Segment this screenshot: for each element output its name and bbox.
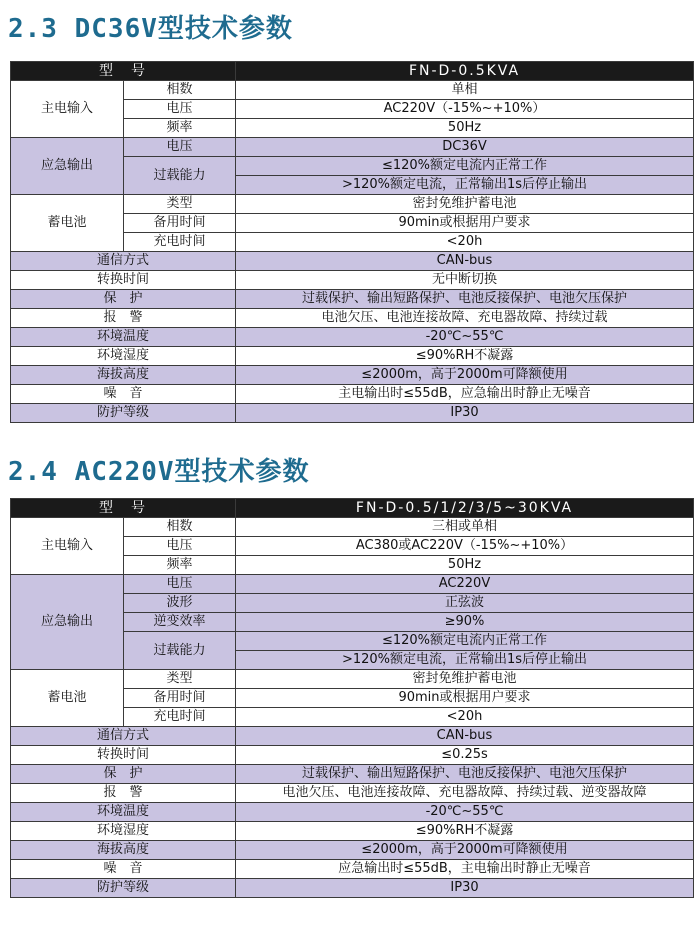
row-value: AC220V（-15%~+10%） (236, 100, 694, 119)
row-label: 通信方式 (11, 727, 236, 746)
row-label: 备用时间 (124, 214, 236, 233)
table-row (11, 195, 694, 214)
table-row (11, 879, 694, 898)
row-label: 相数 (124, 81, 236, 100)
row-value: IP30 (236, 879, 694, 898)
row-label: 防护等级 (11, 404, 236, 423)
row-label: 波形 (124, 594, 236, 613)
row-value: 密封免维护蓄电池 (236, 670, 694, 689)
row-value: 90min或根据用户要求 (236, 689, 694, 708)
table-row (11, 518, 694, 537)
table-row (11, 841, 694, 860)
section-heading-ac220v: 2.4 AC220V型技术参数 (8, 457, 310, 487)
row-label: 保 护 (11, 290, 236, 309)
row-label: 过载能力 (124, 632, 236, 670)
row-value: 密封免维护蓄电池 (236, 195, 694, 214)
row-value: ≤90%RH不凝露 (236, 822, 694, 841)
table-row (11, 347, 694, 366)
row-label: 频率 (124, 119, 236, 138)
row-label: 转换时间 (11, 746, 236, 765)
row-label: 海拔高度 (11, 366, 236, 385)
row-label: 逆变效率 (124, 613, 236, 632)
row-label: 海拔高度 (11, 841, 236, 860)
row-label: 通信方式 (11, 252, 236, 271)
row-label: 转换时间 (11, 271, 236, 290)
row-label: 噪 音 (11, 860, 236, 879)
row-value: 三相或单相 (236, 518, 694, 537)
row-value: 90min或根据用户要求 (236, 214, 694, 233)
table-row (11, 784, 694, 803)
row-label: 备用时间 (124, 689, 236, 708)
row-value: ≤90%RH不凝露 (236, 347, 694, 366)
table-row (11, 138, 694, 157)
row-value: AC380或AC220V（-15%~+10%） (236, 537, 694, 556)
spec-table-dc36v (10, 61, 694, 423)
table-row (11, 309, 694, 328)
model-value: FN-D-0.5KVA (236, 62, 694, 81)
table-row (11, 765, 694, 784)
table-row (11, 670, 694, 689)
row-label: 防护等级 (11, 879, 236, 898)
row-value: 电池欠压、电池连接故障、充电器故障、持续过载、逆变器故障 (236, 784, 694, 803)
row-label: 环境温度 (11, 803, 236, 822)
row-value: -20℃~55℃ (236, 803, 694, 822)
model-label: 型 号 (11, 62, 236, 81)
row-value: ≤2000m，高于2000m可降额使用 (236, 366, 694, 385)
row-value: 无中断切换 (236, 271, 694, 290)
row-label: 频率 (124, 556, 236, 575)
row-label: 类型 (124, 195, 236, 214)
table-header-row (11, 499, 694, 518)
row-label: 环境温度 (11, 328, 236, 347)
row-value: AC220V (236, 575, 694, 594)
table-row (11, 727, 694, 746)
table-row (11, 366, 694, 385)
group-battery: 蓄电池 (11, 670, 124, 727)
row-label: 电压 (124, 100, 236, 119)
row-value: <20h (236, 233, 694, 252)
table-row (11, 404, 694, 423)
model-value: FN-D-0.5/1/2/3/5~30KVA (236, 499, 694, 518)
row-value: CAN-bus (236, 727, 694, 746)
group-battery: 蓄电池 (11, 195, 124, 252)
row-value: 单相 (236, 81, 694, 100)
row-value: ≤0.25s (236, 746, 694, 765)
row-value: <20h (236, 708, 694, 727)
row-label: 环境湿度 (11, 822, 236, 841)
row-label: 电压 (124, 575, 236, 594)
row-label: 保 护 (11, 765, 236, 784)
row-value: ≤2000m，高于2000m可降额使用 (236, 841, 694, 860)
row-value: 正弦波 (236, 594, 694, 613)
model-label: 型 号 (11, 499, 236, 518)
row-value: 过载保护、输出短路保护、电池反接保护、电池欠压保护 (236, 765, 694, 784)
table-row (11, 271, 694, 290)
table-row (11, 328, 694, 347)
row-value: 50Hz (236, 119, 694, 138)
row-value: 应急输出时≤55dB，主电输出时静止无噪音 (236, 860, 694, 879)
row-label: 类型 (124, 670, 236, 689)
row-value: ≤120%额定电流内正常工作 (236, 632, 694, 651)
row-label: 充电时间 (124, 708, 236, 727)
row-value: 过载保护、输出短路保护、电池反接保护、电池欠压保护 (236, 290, 694, 309)
row-value: 主电输出时≤55dB，应急输出时静止无噪音 (236, 385, 694, 404)
row-value: >120%额定电流，正常输出1s后停止输出 (236, 176, 694, 195)
group-emergency-output: 应急输出 (11, 575, 124, 670)
row-value: 50Hz (236, 556, 694, 575)
table-row (11, 81, 694, 100)
table-row (11, 290, 694, 309)
row-value: >120%额定电流，正常输出1s后停止输出 (236, 651, 694, 670)
row-label: 电压 (124, 138, 236, 157)
spec-table-ac220v (10, 498, 694, 898)
table-row (11, 803, 694, 822)
row-value: ≥90% (236, 613, 694, 632)
group-main-input: 主电输入 (11, 518, 124, 575)
row-label: 过载能力 (124, 157, 236, 195)
row-value: IP30 (236, 404, 694, 423)
row-label: 环境湿度 (11, 347, 236, 366)
row-label: 电压 (124, 537, 236, 556)
table-row (11, 252, 694, 271)
row-label: 噪 音 (11, 385, 236, 404)
section-heading-dc36v: 2.3 DC36V型技术参数 (8, 14, 293, 44)
group-emergency-output: 应急输出 (11, 138, 124, 195)
table-header-row (11, 62, 694, 81)
table-row (11, 575, 694, 594)
row-label: 报 警 (11, 784, 236, 803)
row-value: -20℃~55℃ (236, 328, 694, 347)
table-row (11, 746, 694, 765)
row-value: ≤120%额定电流内正常工作 (236, 157, 694, 176)
group-main-input: 主电输入 (11, 81, 124, 138)
row-value: CAN-bus (236, 252, 694, 271)
row-label: 相数 (124, 518, 236, 537)
table-row (11, 385, 694, 404)
row-label: 充电时间 (124, 233, 236, 252)
row-value: DC36V (236, 138, 694, 157)
table-row (11, 822, 694, 841)
table-row (11, 860, 694, 879)
row-value: 电池欠压、电池连接故障、充电器故障、持续过载 (236, 309, 694, 328)
row-label: 报 警 (11, 309, 236, 328)
